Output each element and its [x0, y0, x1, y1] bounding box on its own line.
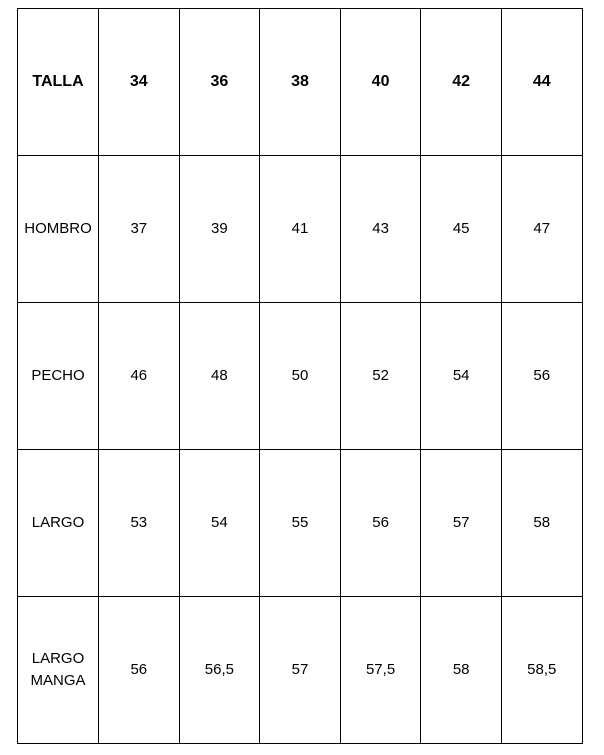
table-cell: 54 [179, 450, 260, 597]
header-size-36: 36 [179, 9, 260, 156]
header-size-42: 42 [421, 9, 502, 156]
table-cell: 57 [260, 597, 341, 744]
row-label-largo: LARGO [18, 450, 99, 597]
table-cell: 56 [340, 450, 421, 597]
header-size-40: 40 [340, 9, 421, 156]
table-cell: 52 [340, 303, 421, 450]
table-cell: 46 [99, 303, 180, 450]
table-cell: 53 [99, 450, 180, 597]
row-label-line: LARGO [31, 650, 85, 667]
table-cell: 55 [260, 450, 341, 597]
table-cell: 56 [99, 597, 180, 744]
table-row-largo-manga [18, 597, 583, 744]
table-cell: 45 [421, 156, 502, 303]
row-label-largo-manga [18, 597, 99, 744]
table-cell: 56,5 [179, 597, 260, 744]
table-cell: 58 [421, 597, 502, 744]
header-label-talla: TALLA [18, 9, 99, 156]
header-size-34: 34 [99, 9, 180, 156]
table-cell: 37 [99, 156, 180, 303]
table-cell: 54 [421, 303, 502, 450]
table-cell: 48 [179, 303, 260, 450]
table-cell: 50 [260, 303, 341, 450]
header-row [18, 9, 583, 156]
table-cell: 39 [179, 156, 260, 303]
table-cell: 41 [260, 156, 341, 303]
header-size-38: 38 [260, 9, 341, 156]
table-cell: 58 [501, 450, 582, 597]
table-row-hombro [18, 156, 583, 303]
table-row-pecho [18, 303, 583, 450]
row-label-pecho: PECHO [18, 303, 99, 450]
row-label-line: MANGA [30, 672, 86, 689]
table-cell: 57 [421, 450, 502, 597]
size-chart-table [17, 8, 583, 744]
row-label-hombro: HOMBRO [18, 156, 99, 303]
table-cell: 43 [340, 156, 421, 303]
table-cell: 47 [501, 156, 582, 303]
table-cell: 57,5 [340, 597, 421, 744]
table-cell: 56 [501, 303, 582, 450]
table-cell: 58,5 [501, 597, 582, 744]
table-row-largo [18, 450, 583, 597]
header-size-44: 44 [501, 9, 582, 156]
